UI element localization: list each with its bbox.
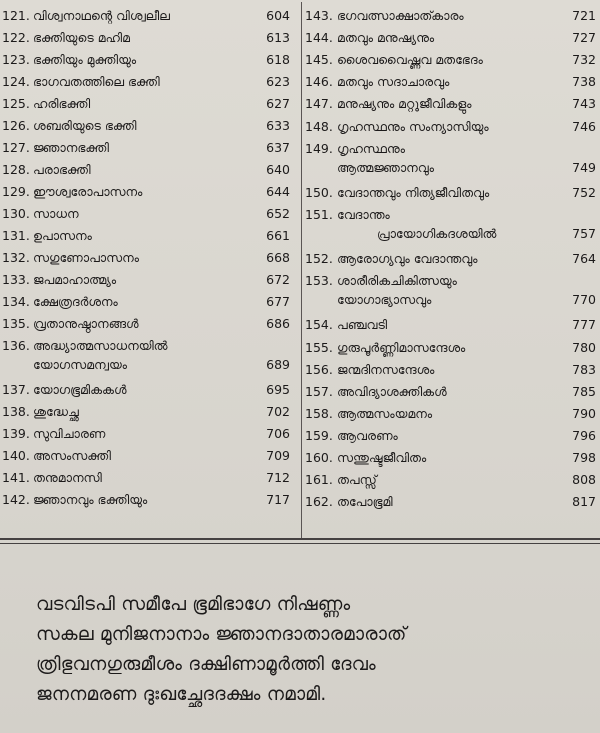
chapter-number: 122.	[2, 30, 30, 45]
chapter-number: 138.	[2, 404, 30, 419]
chapter-title: വ്രതാനുഷ്ഠാനങ്ങൾ	[33, 316, 139, 331]
page-number: 785	[572, 383, 596, 399]
chapter-title: സാധന	[33, 206, 79, 221]
page-number: 757	[572, 225, 596, 241]
chapter-number: 129.	[2, 184, 30, 199]
page-number: 668	[266, 250, 290, 265]
chapter-number: 156.	[305, 361, 333, 377]
chapter-title: അസംസക്തി	[33, 448, 111, 463]
chapter-title: തനുമാനസി	[33, 470, 102, 485]
chapter-title: പഞ്ചവടി	[337, 317, 388, 333]
chapter-title-continued: യോഗസമന്വയം	[33, 357, 127, 372]
page-number: 613	[266, 30, 290, 45]
page-number: 780	[572, 339, 596, 355]
page-number: 706	[266, 426, 290, 441]
page-number: 618	[266, 52, 290, 67]
chapter-title: സഗുണോപാസനം	[33, 250, 139, 265]
chapter-title: അവിദ്യാശക്തികൾ	[337, 383, 447, 399]
chapter-number: 145.	[305, 52, 333, 68]
page-number: 702	[266, 404, 290, 419]
chapter-title: തപസ്സ്	[337, 472, 377, 488]
chapter-number: 143.	[305, 8, 333, 23]
chapter-number: 141.	[2, 470, 30, 485]
page-number: 770	[572, 292, 596, 308]
chapter-number: 132.	[2, 250, 30, 265]
chapter-number: 140.	[2, 448, 30, 463]
chapter-title: ഗുരുപൂർണ്ണിമാസന്ദേശം	[337, 339, 466, 355]
chapter-number: 134.	[2, 294, 30, 309]
page-number: 796	[572, 427, 596, 443]
chapter-title: ഈശ്വരോപാസനം	[33, 184, 143, 199]
page-number: 764	[572, 251, 596, 267]
page-number: 717	[266, 492, 290, 507]
chapter-number: 136.	[2, 338, 30, 353]
chapter-number: 150.	[305, 184, 333, 200]
chapter-number: 121.	[2, 8, 30, 23]
chapter-number: 161.	[305, 472, 333, 488]
verse-line: സകല മുനിജനാനാം ജ്ഞാനദാതാരമാരാത്	[36, 624, 407, 645]
separator-rule-bottom	[0, 543, 600, 544]
chapter-title: സന്തുഷ്ടജീവിതം	[337, 450, 427, 465]
chapter-title: വിശ്വനാഥന്റെ വിശ്വലീല	[33, 8, 170, 23]
chapter-title: തപോഭൂമി	[337, 494, 393, 510]
chapter-title: ശൈവവൈഷ്ണവ മതഭേദം	[337, 52, 483, 68]
chapter-number: 144.	[305, 30, 333, 46]
chapter-number: 123.	[2, 52, 30, 67]
chapter-number: 135.	[2, 316, 30, 331]
chapter-title: വേദാന്തം	[337, 206, 390, 222]
chapter-title: ആവരണം	[337, 427, 398, 443]
chapter-title: യോഗഭൂമികകൾ	[33, 382, 127, 397]
chapter-number: 151.	[305, 206, 333, 222]
chapter-number: 133.	[2, 272, 30, 287]
chapter-number: 160.	[305, 450, 333, 465]
page-number: 604	[266, 8, 290, 23]
chapter-number: 158.	[305, 405, 333, 421]
chapter-number: 146.	[305, 74, 333, 90]
separator-rule-top	[0, 538, 600, 540]
chapter-title: ജപമാഹാത്മ്യം	[33, 272, 117, 287]
page-number: 746	[572, 118, 596, 134]
chapter-title: ഗൃഹസ്ഥനും	[337, 140, 406, 156]
verse-line: വടവിടപി സമീപേ ഭൂമിഭാഗേ നിഷണ്ണം	[36, 594, 351, 615]
chapter-title: ഭാഗവതത്തിലെ ഭക്തി	[33, 74, 160, 89]
chapter-number: 137.	[2, 382, 30, 397]
chapter-title: മനുഷ്യനും മറ്റുജീവികളും	[337, 96, 472, 112]
chapter-number: 147.	[305, 96, 333, 112]
page-number: 627	[266, 96, 290, 111]
page-number: 709	[266, 448, 290, 463]
chapter-number: 149.	[305, 140, 333, 156]
chapter-number: 124.	[2, 74, 30, 89]
chapter-number: 128.	[2, 162, 30, 177]
chapter-title: ശബരിയുടെ ഭക്തി	[33, 118, 137, 133]
chapter-title: ഉപാസനം	[33, 228, 92, 243]
page-number: 689	[266, 357, 290, 372]
page-number: 798	[572, 450, 596, 465]
page-number: 695	[266, 382, 290, 397]
page-number: 783	[572, 361, 596, 377]
page-number: 677	[266, 294, 290, 309]
chapter-title: ശുദ്ധേച്ഛ	[33, 404, 79, 419]
column-divider	[301, 2, 302, 540]
verse-line: ജനനമരണ ദുഃഖച്ഛേദദക്ഷം നമാമി.	[36, 684, 327, 705]
chapter-title-continued: ആത്മജ്ഞാനവും	[337, 159, 434, 175]
page-number: 640	[266, 162, 290, 177]
chapter-title: അദ്ധ്യാത്മസാധനയിൽ	[33, 338, 168, 353]
chapter-number: 152.	[305, 251, 333, 267]
chapter-title: പരാഭക്തി	[33, 162, 91, 177]
page-number: 672	[266, 272, 290, 287]
page-number: 686	[266, 316, 290, 331]
chapter-number: 130.	[2, 206, 30, 221]
page-number: 790	[572, 405, 596, 421]
chapter-number: 139.	[2, 426, 30, 441]
chapter-title: ജ്ഞാനഭക്തി	[33, 140, 110, 155]
chapter-number: 153.	[305, 273, 333, 289]
chapter-title: ക്ഷേത്രദർശനം	[33, 294, 118, 309]
chapter-title: ജ്ഞാനവും ഭക്തിയും	[33, 492, 148, 507]
chapter-title: ഹരിഭക്തി	[33, 96, 91, 111]
chapter-title: ശാരീരികചികിത്സയും	[337, 273, 457, 289]
chapter-number: 157.	[305, 383, 333, 399]
dhyana-verse	[36, 590, 576, 710]
chapter-number: 159.	[305, 427, 333, 443]
table-of-contents	[0, 2, 600, 530]
chapter-number: 148.	[305, 118, 333, 134]
page-number: 712	[266, 470, 290, 485]
page-number: 732	[572, 52, 596, 68]
page-number: 727	[572, 30, 596, 46]
chapter-title: ജന്മദിനസന്ദേശം	[337, 361, 435, 377]
chapter-title-continued: പ്രായോഗികദശയിൽ	[377, 225, 497, 241]
page-number: 777	[572, 317, 596, 333]
chapter-number: 154.	[305, 317, 333, 333]
page-number: 661	[266, 228, 290, 243]
chapter-number: 126.	[2, 118, 30, 133]
page-number: 633	[266, 118, 290, 133]
chapter-number: 131.	[2, 228, 30, 243]
page-number: 637	[266, 140, 290, 155]
chapter-number: 155.	[305, 339, 333, 355]
chapter-title: സുവിചാരണ	[33, 426, 106, 441]
chapter-number: 125.	[2, 96, 30, 111]
chapter-title: വേദാന്തവും നിത്യജീവിതവും	[337, 184, 490, 200]
page-number: 817	[572, 494, 596, 510]
chapter-title-continued: യോഗാഭ്യാസവും	[337, 292, 432, 308]
page-number: 808	[572, 472, 596, 488]
chapter-title: ഭക്തിയും മുക്തിയും	[33, 52, 137, 67]
chapter-number: 162.	[305, 494, 333, 510]
chapter-title: ഭഗവത്സാക്ഷാത്കാരം	[337, 8, 464, 23]
page-number: 623	[266, 74, 290, 89]
chapter-title: ഗൃഹസ്ഥനും സംന്യാസിയും	[337, 118, 489, 134]
page-number: 743	[572, 96, 596, 112]
verse-line: ത്രിഭുവനഗുരുമീശം ദക്ഷിണാമൂർത്തി ദേവം	[36, 654, 376, 675]
page-number: 721	[572, 8, 596, 23]
page-number: 749	[572, 159, 596, 175]
chapter-title: ഭക്തിയുടെ മഹിമ	[33, 30, 130, 45]
chapter-title: മതവും മനുഷ്യനും	[337, 30, 435, 46]
chapter-number: 142.	[2, 492, 30, 507]
page-number: 652	[266, 206, 290, 221]
page-number: 738	[572, 74, 596, 90]
page-number: 752	[572, 184, 596, 200]
chapter-number: 127.	[2, 140, 30, 155]
chapter-title: ആരോഗ്യവും വേദാന്തവും	[337, 251, 478, 267]
chapter-title: മതവും സദാചാരവും	[337, 74, 450, 90]
chapter-title: ആത്മസംയമനം	[337, 405, 433, 421]
page-number: 644	[266, 184, 290, 199]
